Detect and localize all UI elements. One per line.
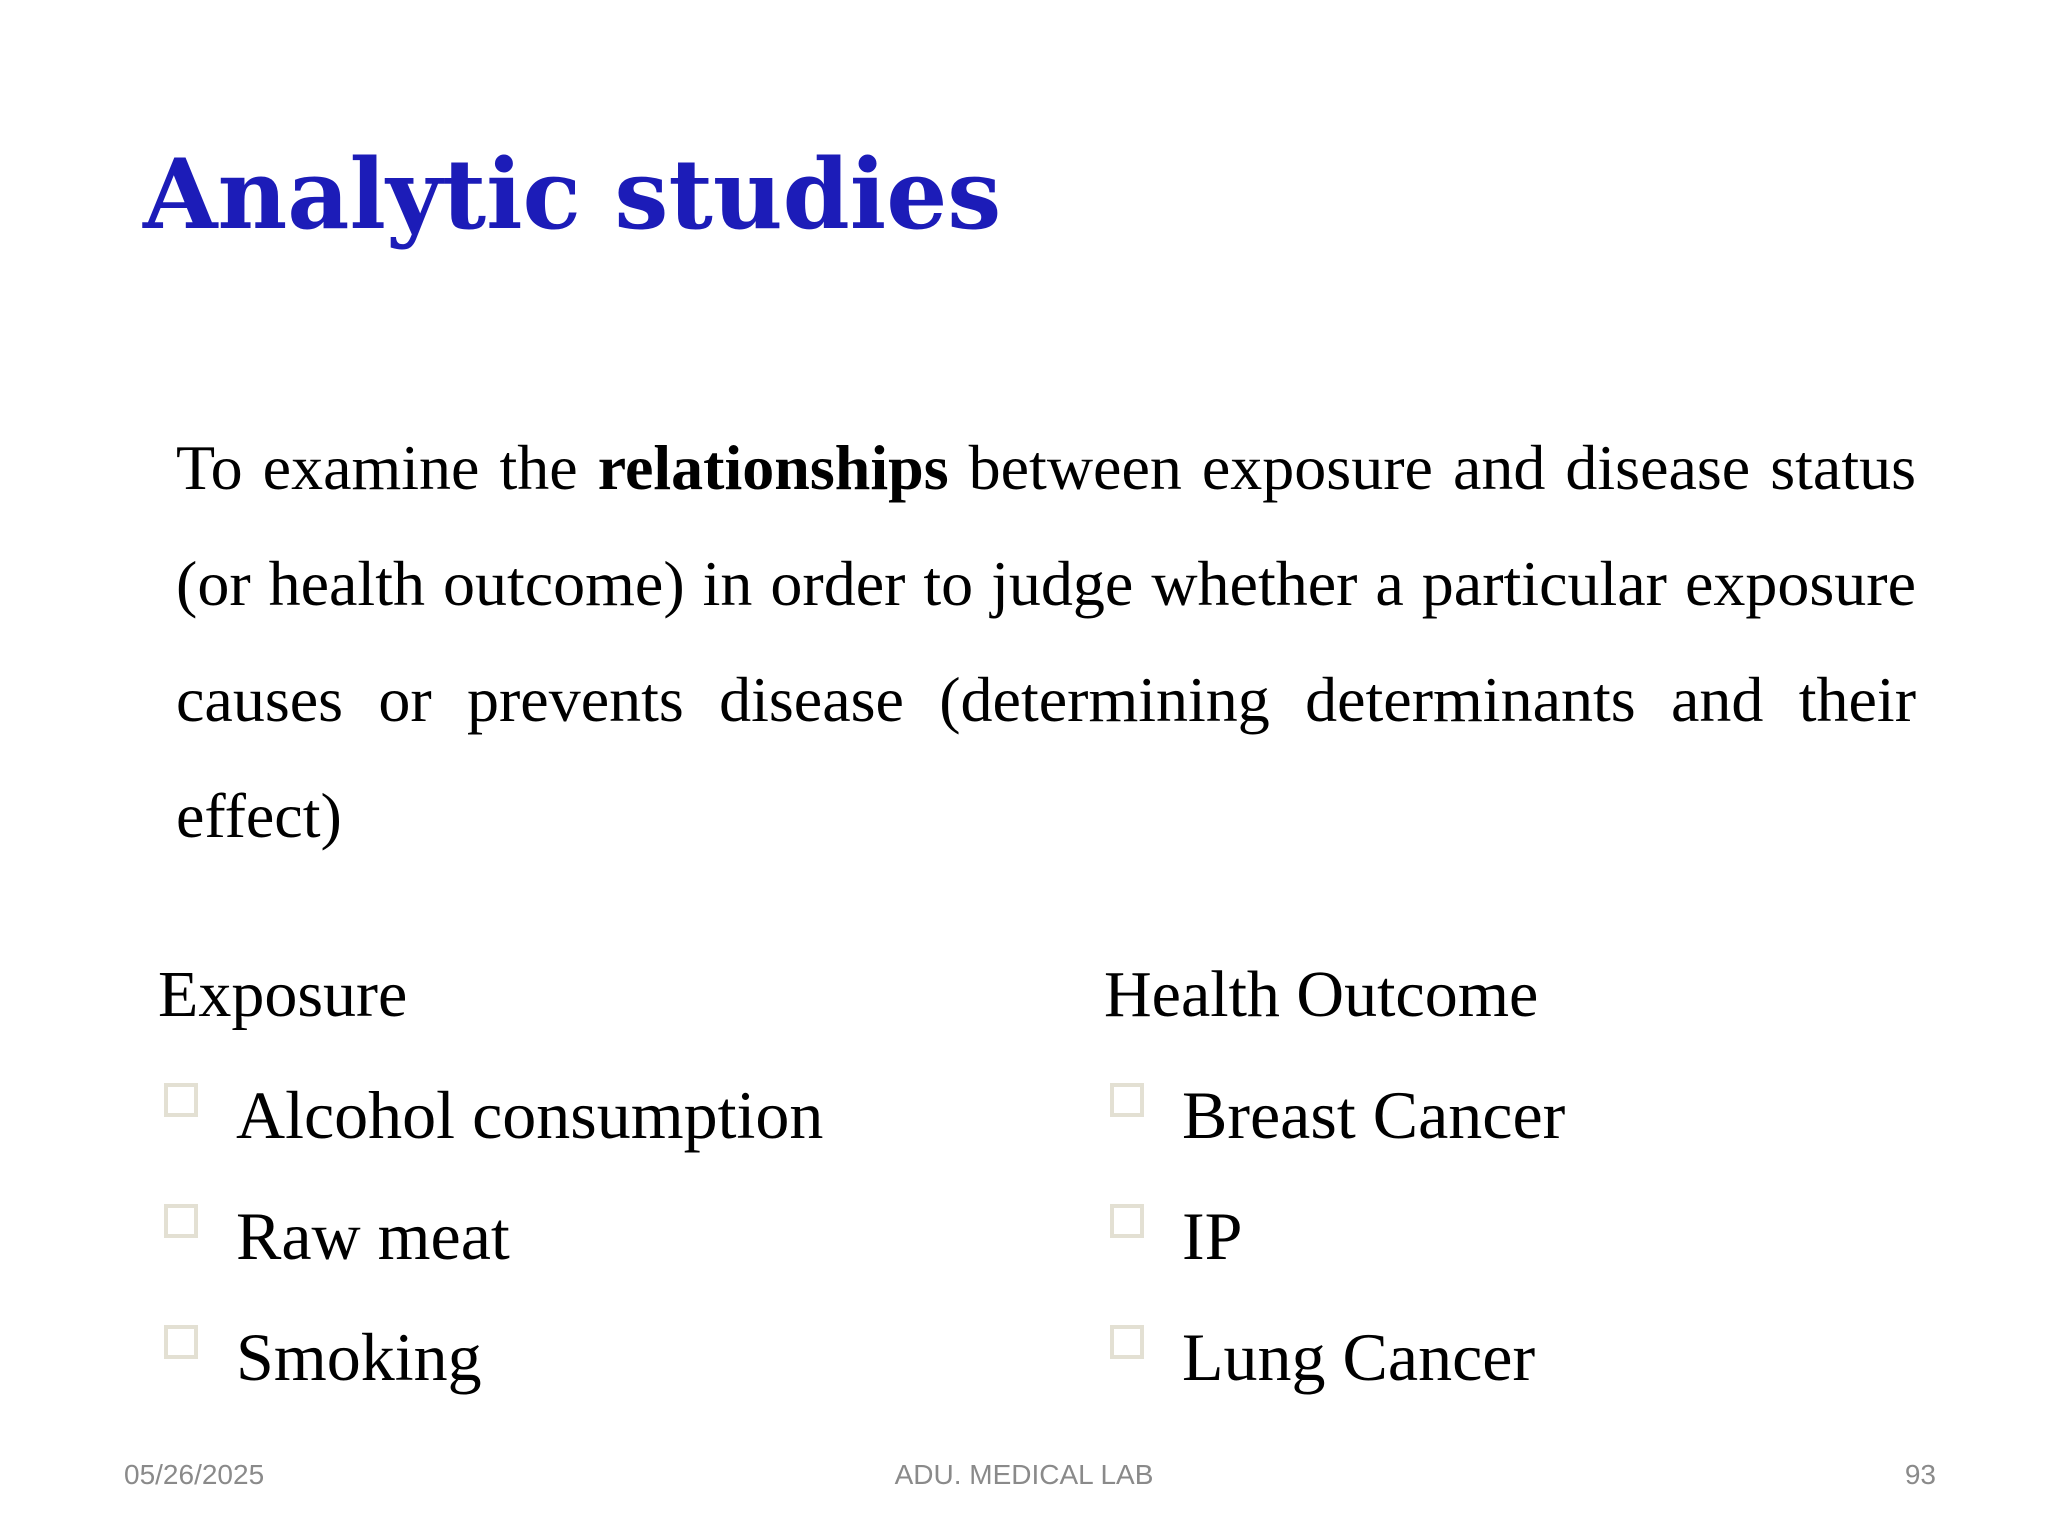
- health-outcome-heading: Health Outcome: [1104, 958, 1539, 1031]
- list-item-label: Breast Cancer: [1182, 1077, 1566, 1153]
- footer-organization: ADU. MEDICAL LAB: [894, 1459, 1154, 1490]
- list-item-label: Smoking: [236, 1319, 482, 1395]
- body-paragraph: [176, 410, 1916, 874]
- exposure-heading: Exposure: [158, 958, 408, 1031]
- square-bullet-icon: [164, 1083, 198, 1117]
- footer-date: 05/26/2025: [124, 1459, 265, 1490]
- exposure-list: [158, 1045, 1038, 1408]
- list-item: [158, 1166, 1038, 1287]
- body-text-start: To examine the: [176, 432, 598, 503]
- health-outcome-list: [1104, 1045, 1984, 1408]
- slide-title: Analytic studies: [143, 138, 1002, 251]
- exposure-column: [158, 945, 1038, 1408]
- list-item: [1104, 1166, 1984, 1287]
- square-bullet-icon: [1110, 1204, 1144, 1238]
- list-item-label: Alcohol consumption: [236, 1077, 824, 1153]
- footer-page-number: 93: [1904, 1459, 1936, 1490]
- square-bullet-icon: [164, 1204, 198, 1238]
- list-item-label: Raw meat: [236, 1198, 510, 1274]
- square-bullet-icon: [1110, 1325, 1144, 1359]
- list-item-label: Lung Cancer: [1182, 1319, 1536, 1395]
- list-item: [1104, 1287, 1984, 1408]
- list-item: [158, 1045, 1038, 1166]
- body-text-emphasis: relationships: [597, 432, 949, 503]
- square-bullet-icon: [1110, 1083, 1144, 1117]
- health-outcome-column: [1104, 945, 1984, 1408]
- list-item: [158, 1287, 1038, 1408]
- body-text-end: between exposure and disease status (or health outcome) in order to judge whether a particular exposure causes or prevents disease (determining determinants and their effect): [176, 432, 1916, 851]
- list-item-label: IP: [1182, 1198, 1243, 1274]
- list-item: [1104, 1045, 1984, 1166]
- square-bullet-icon: [164, 1325, 198, 1359]
